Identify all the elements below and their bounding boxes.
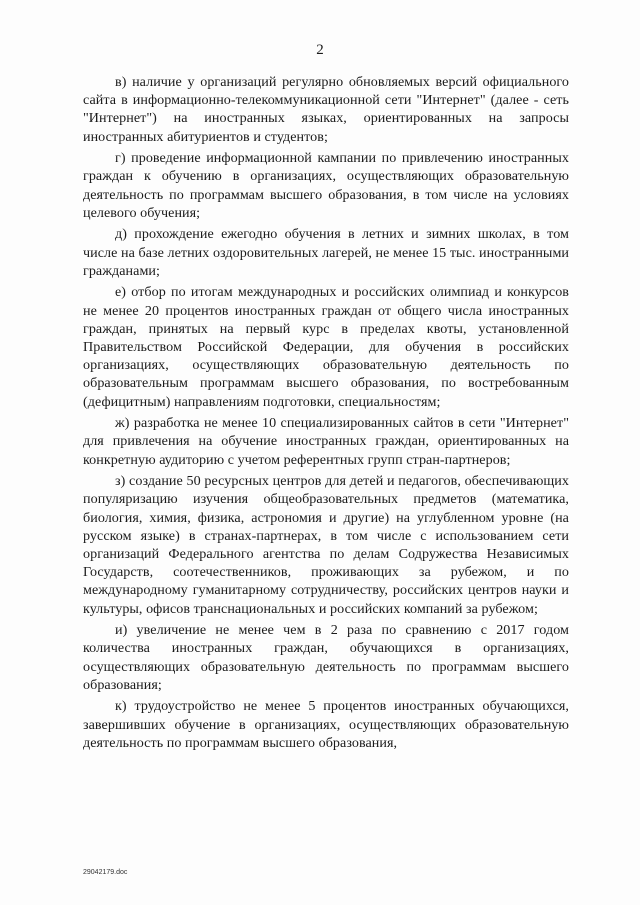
- paragraph-i: и) увеличение не менее чем в 2 раза по сравнению с 2017 годом количества иностранных граждан, обучающихся в организациях, осуществляющих образовательную деятельность по программам высшего образования;: [83, 622, 569, 693]
- paragraph-e: е) отбор по итогам международных и российских олимпиад и конкурсов не менее 20 процентов иностранных граждан от общего числа иностранных граждан, принятых на первый курс в пределах квоты, установленной Правительством Российской Федерации, для обучения в российских организациях, осуществляющих образовательную деятельность по образовательным программам высшего образования, по востребованным (дефицитным) направлениям подготовки, специальностям;: [83, 284, 569, 410]
- paragraph-d: д) прохождение ежегодно обучения в летних и зимних школах, в том числе на базе летних оздоровительных лагерей, не менее 15 тыс. иностранными гражданами;: [83, 226, 570, 279]
- paragraph-zh: ж) разработка не менее 10 специализированных сайтов в сети "Интернет" для привлечения на обучение иностранных граждан, ориентированных на конкретную аудиторию с учетом референтных групп стран-партнеров;: [83, 415, 569, 468]
- page-number: 2: [316, 42, 324, 58]
- paragraph-g: г) проведение информационной кампании по привлечению иностранных граждан к обучению в организациях, осуществляющих образовательную деятельность по программам высшего образования, в том числе на условиях целевого обучения;: [83, 150, 569, 221]
- paragraph-v: в) наличие у организаций регулярно обновляемых версий официального сайта в информационно-телекоммуникационной сети "Интернет" (далее - сеть "Интернет") на иностранных языках, ориентированных на запросы иностранных абитуриентов и студентов;: [83, 74, 569, 145]
- document-file-code: 29042179.doc: [83, 869, 128, 876]
- document-body: [83, 73, 569, 755]
- paragraph-z: з) создание 50 ресурсных центров для детей и педагогов, обеспечивающих популяризацию изучения общеобразовательных предметов (математика, биология, химия, физика, астрономия и другие) на углубленном уровне (на русском языке) в странах-партнерах, в том числе с использованием сети организаций Федерального агентства по делам Содружества Независимых Государств, соотечественников, проживающих за рубежом, и по международному гуманитарному сотрудничеству, российских центров науки и культуры, офисов транснациональных и российских компаний за рубежом;: [83, 473, 569, 617]
- paragraph-k: к) трудоустройство не менее 5 процентов иностранных обучающихся, завершивших обучение в организациях, осуществляющих образовательную деятельность по программам высшего образования,: [83, 698, 569, 751]
